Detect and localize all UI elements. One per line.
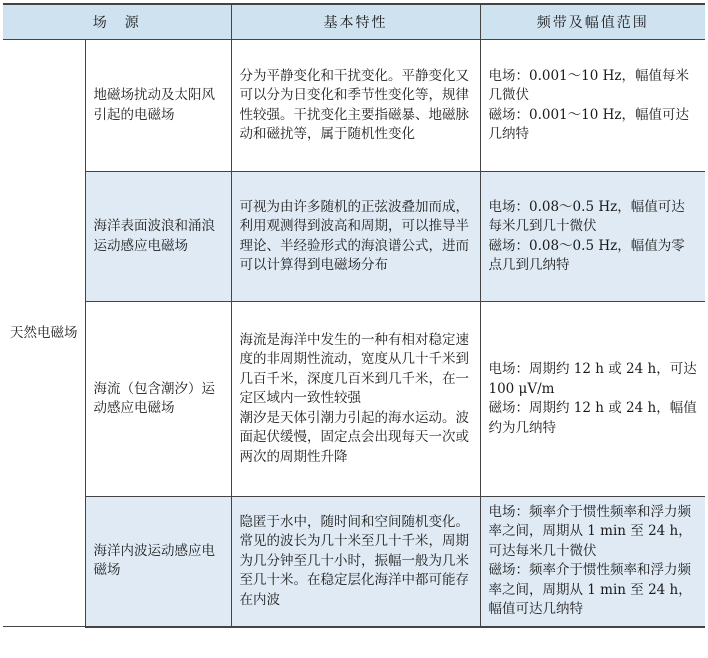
page (0, 3, 708, 658)
band-cell (480, 172, 705, 302)
category-cell: 天然电磁场 (3, 40, 85, 627)
table-header-row (3, 4, 705, 40)
band-cell (480, 302, 705, 497)
feature-cell (231, 302, 480, 497)
table-row (3, 302, 705, 497)
header-feature: 基本特性 (231, 4, 480, 40)
em-source-table (3, 3, 705, 628)
band-electric: 电场：频率介于惯性频率和浮力频率之间，周期从 1 min 至 24 h，可达每米几十微伏 (488, 503, 692, 559)
table-row (3, 40, 705, 172)
header-source: 场 源 (3, 4, 231, 40)
table-row (3, 497, 705, 627)
table-row (3, 172, 705, 302)
source-cell: 海洋表面波浪和涌浪运动感应电磁场 (85, 172, 231, 302)
feature-cell: 可视为由许多随机的正弦波叠加而成，利用观测得到波高和周期，可以推导半理论、半经验形式的海浪谱公式，进而可以计算得到电磁场分布 (231, 172, 480, 302)
band-electric: 电场：0.001～10 Hz，幅值每米几微伏 (488, 67, 690, 103)
source-cell: 海洋内波运动感应电磁场 (85, 497, 231, 627)
band-magnetic: 磁场：周期约 12 h 或 24 h，幅值约为几纳特 (488, 400, 697, 436)
band-magnetic: 磁场：0.001～10 Hz，幅值可达几纳特 (488, 106, 690, 142)
band-electric: 电场：0.08～0.5 Hz，幅值可达每米几到几十微伏 (488, 198, 685, 234)
header-band: 频带及幅值范围 (480, 4, 705, 40)
source-cell: 海流（包含潮汐）运动感应电磁场 (85, 302, 231, 497)
feature-cell: 分为平静变化和干扰变化。平静变化又可以分为日变化和季节性变化等，规律性较强。干扰变化主要指磁暴、地磁脉动和磁扰等，属于随机性变化 (231, 40, 480, 172)
feature-tide: 潮汐是天体引潮力引起的海水运动。波面起伏缓慢，固定点会出现每天一次或两次的周期性升降 (239, 409, 469, 465)
feature-cell: 隐匿于水中，随时间和空间随机变化。常见的波长为几十米至几十千米，周期为几分钟至几十小时，振幅一般为几米至几十米。在稳定层化海洋中都可能存在内波 (231, 497, 480, 627)
source-cell: 地磁场扰动及太阳风引起的电磁场 (85, 40, 231, 172)
band-cell (480, 497, 705, 627)
band-magnetic: 磁场：0.08～0.5 Hz，幅值为零点几到几纳特 (488, 237, 685, 273)
band-magnetic: 磁场：频率介于惯性频率和浮力频率之间，周期从 1 min 至 24 h，幅值可达几纳特 (488, 562, 692, 618)
band-cell (480, 40, 705, 172)
band-electric: 电场：周期约 12 h 或 24 h，可达 100 μV/m (488, 361, 697, 397)
feature-current: 海流是海洋中发生的一种有相对稳定速度的非周期性流动，宽度从几十千米到几百千米，深度几百米到几千米，在一定区域内一致性较强 (239, 331, 469, 407)
